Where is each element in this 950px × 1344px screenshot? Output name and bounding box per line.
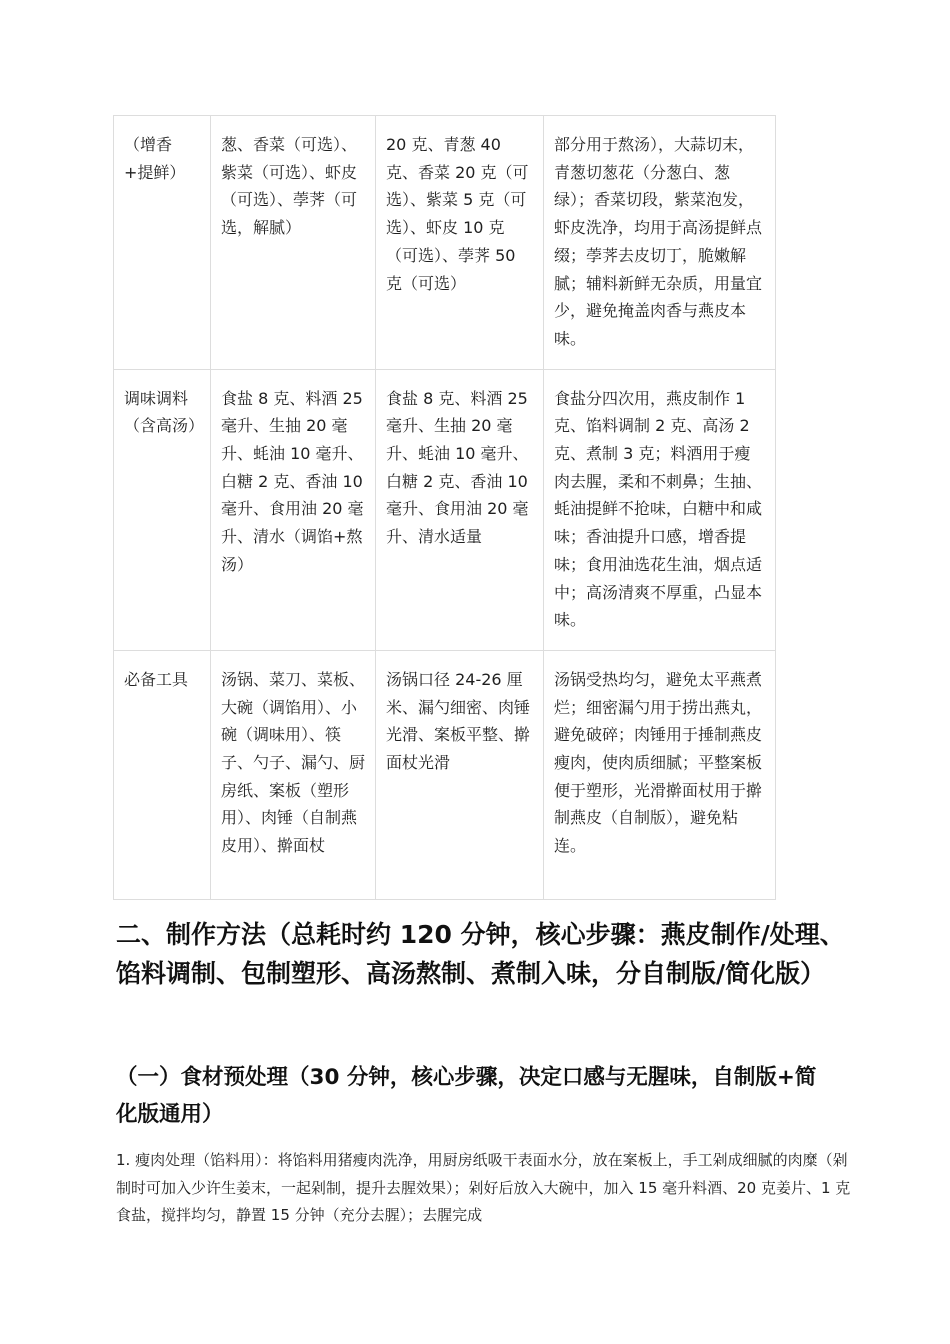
table-cell-amount: 20 克、青葱 40 克、香菜 20 克（可选）、紫菜 5 克（可选）、虾皮 10 克（可选）、荸荠 50 克（可选） [376, 116, 544, 370]
table-cell-notes: 食盐分四次用，燕皮制作 1 克、馅料调制 2 克、高汤 2 克、煮制 3 克；料酒用于瘦肉去腥，柔和不刺鼻；生抽、蚝油提鲜不抢味，白糖中和咸味；香油提升口感，增香提味；食用油选花生油，烟点适中；高汤清爽不厚重，凸显本味。 [544, 369, 776, 650]
table-cell-amount: 食盐 8 克、料酒 25 毫升、生抽 20 毫升、蚝油 10 毫升、白糖 2 克、香油 10 毫升、食用油 20 毫升、清水适量 [376, 369, 544, 650]
table-row [114, 116, 776, 370]
table-row [114, 650, 776, 899]
section-heading: 二、制作方法（总耗时约 120 分钟，核心步骤：燕皮制作/处理、馅料调制、包制塑形、高汤熬制、煮制入味，分自制版/简化版） [116, 920, 845, 988]
table-cell-category: 调味调料（含高汤） [114, 369, 211, 650]
table-cell-notes: 汤锅受热均匀，避免太平燕煮烂；细密漏勺用于捞出燕丸，避免破碎；肉锤用于捶制燕皮瘦肉，使肉质细腻；平整案板便于塑形，光滑擀面杖用于擀制燕皮（自制版），避免粘连。 [544, 650, 776, 899]
ingredients-table [113, 115, 776, 900]
table-row [114, 369, 776, 650]
table-cell-amount: 汤锅口径 24-26 厘米、漏勺细密、肉锤光滑、案板平整、擀面杖光滑 [376, 650, 544, 899]
table-cell-notes: 部分用于熬汤），大蒜切末，青葱切葱花（分葱白、葱绿）；香菜切段，紫菜泡发，虾皮洗净，均用于高汤提鲜点缀；荸荠去皮切丁，脆嫩解腻；辅料新鲜无杂质，用量宜少，避免掩盖肉香与燕皮本味。 [544, 116, 776, 370]
subsection-heading: （一）食材预处理（30 分钟，核心步骤，决定口感与无腥味，自制版+简化版通用） [116, 1065, 817, 1127]
table-cell-category: 必备工具 [114, 650, 211, 899]
table-cell-items: 食盐 8 克、料酒 25 毫升、生抽 20 毫升、蚝油 10 毫升、白糖 2 克、香油 10 毫升、食用油 20 毫升、清水（调馅+熬汤） [211, 369, 376, 650]
step-paragraph: 1. 瘦肉处理（馅料用）：将馅料用猪瘦肉洗净，用厨房纸吸干表面水分，放在案板上，手工剁成细腻的肉糜（剁制时可加入少许生姜末，一起剁制，提升去腥效果）；剁好后放入大碗中，加入 15 毫升料酒、20 克姜片、1 克食盐，搅拌均匀，静置 15 分钟（充分去腥）；去腥完成 [116, 1151, 851, 1225]
table-cell-category: （增香+提鲜） [114, 116, 211, 370]
table-cell-items: 葱、香菜（可选）、紫菜（可选）、虾皮（可选）、荸荠（可选，解腻） [211, 116, 376, 370]
table-cell-items: 汤锅、菜刀、菜板、大碗（调馅用）、小碗（调味用）、筷子、勺子、漏勺、厨房纸、案板（塑形用）、肉锤（自制燕皮用）、擀面杖 [211, 650, 376, 899]
